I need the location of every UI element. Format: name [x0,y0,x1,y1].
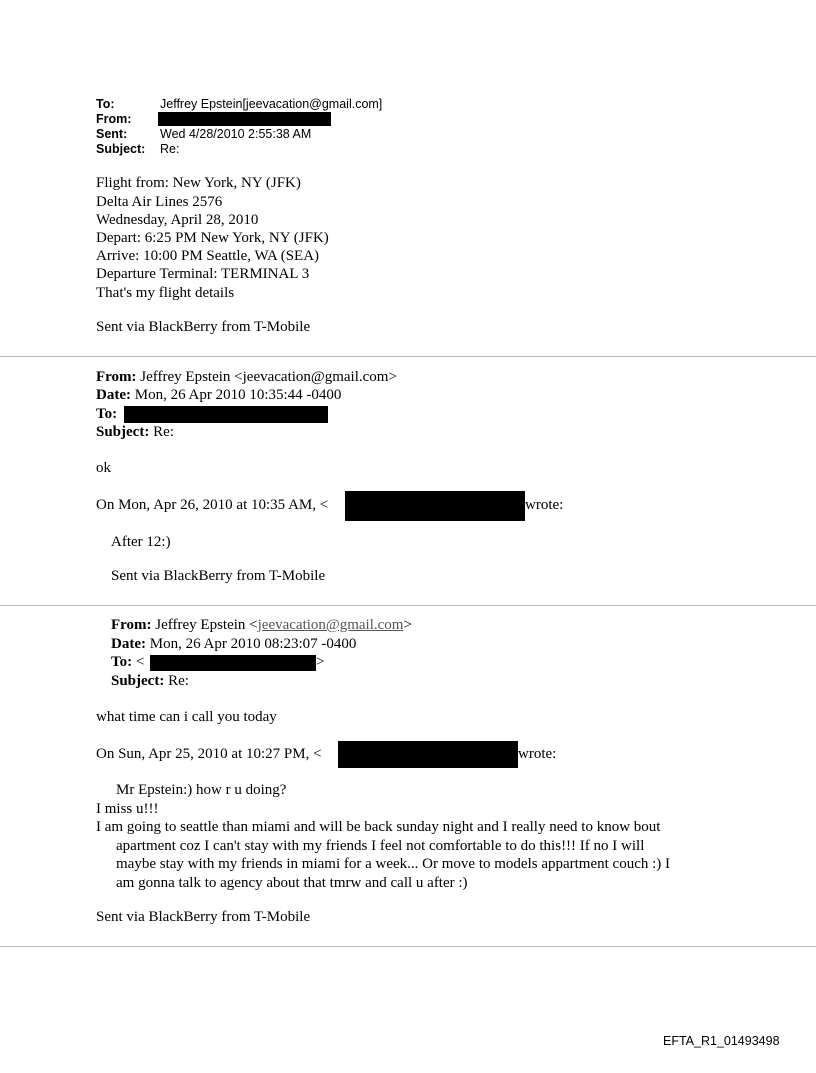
to-prefix: < [132,654,145,670]
signature: Sent via BlackBerry from T-Mobile [96,319,311,335]
body-line: Arrive: 10:00 PM Seattle, WA (SEA) [96,248,320,264]
quote-intro: On Sun, Apr 25, 2010 at 10:27 PM, < [96,746,322,762]
from-value: Jeffrey Epstein <jeevacation@gmail.com> [136,369,397,385]
body-line: Delta Air Lines 2576 [96,194,223,210]
to-line [111,653,144,671]
sent-label: Sent: [96,127,128,141]
sent-value: Wed 4/28/2010 2:55:38 AM [160,127,312,141]
quoted-signature: Sent via BlackBerry from T-Mobile [111,568,326,584]
from-line [96,368,397,386]
date-label: Date: [111,636,146,652]
divider [0,605,816,606]
date-line [96,386,341,404]
from-prefix: Jeffrey Epstein < [151,617,258,633]
redaction-box [158,112,331,126]
body-line: Departure Terminal: TERMINAL 3 [96,266,310,282]
body-line: Flight from: New York, NY (JFK) [96,175,301,191]
from-label: From: [96,112,132,126]
date-value: Mon, 26 Apr 2010 08:23:07 -0400 [145,636,357,652]
quoted-line: maybe stay with my friends in miami for a week... Or move to models appartment couch :) I [116,856,671,872]
body-line: Wednesday, April 28, 2010 [96,212,259,228]
redaction-box [150,655,316,671]
to-suffix: > [316,654,325,670]
from-label: From: [111,617,152,633]
date-value: Mon, 26 Apr 2010 10:35:44 -0400 [130,387,342,403]
quote-wrote: wrote: [525,497,564,513]
body-line: what time can i call you today [96,709,277,725]
from-line [111,616,412,634]
quoted-line: Mr Epstein:) how r u doing? [116,782,287,798]
divider [0,356,816,357]
from-suffix: > [403,617,412,633]
subject-line [96,423,174,441]
quoted-body: After 12:) [111,534,171,550]
to-label: To: [96,97,115,111]
subject-value: Re: [164,673,189,689]
body-line: Depart: 6:25 PM New York, NY (JFK) [96,230,329,246]
subject-label: Subject: [96,424,150,440]
quote-intro: On Mon, Apr 26, 2010 at 10:35 AM, < [96,497,329,513]
to-line [96,405,117,423]
body-line: That's my flight details [96,285,235,301]
quoted-line: am gonna talk to agency about that tmrw and call u after :) [116,875,468,891]
signature: Sent via BlackBerry from T-Mobile [96,909,311,925]
to-label: To: [111,654,133,670]
quote-wrote: wrote: [518,746,557,762]
subject-label: Subject: [111,673,165,689]
body-line: ok [96,460,111,476]
document-id: EFTA_R1_01493498 [663,1034,780,1048]
to-value: Jeffrey Epstein[jeevacation@gmail.com] [160,97,383,111]
redaction-box [338,741,518,768]
subject-line [111,672,189,690]
quoted-line: I am going to seattle than miami and will be back sunday night and I really need to know bout [96,819,661,835]
divider [0,946,816,947]
redaction-box [345,491,525,521]
subject-value: Re: [149,424,174,440]
date-line [111,635,356,653]
email-link[interactable]: jeevacation@gmail.com [257,617,404,633]
quoted-line: I miss u!!! [96,801,159,817]
to-label: To: [96,406,118,422]
quoted-line: apartment coz I can't stay with my friends I feel not comfortable to do this!!! If no I will [116,838,645,854]
redaction-box [124,406,328,423]
from-label: From: [96,369,137,385]
subject-label: Subject: [96,142,146,156]
date-label: Date: [96,387,131,403]
subject-value: Re: [160,142,180,156]
